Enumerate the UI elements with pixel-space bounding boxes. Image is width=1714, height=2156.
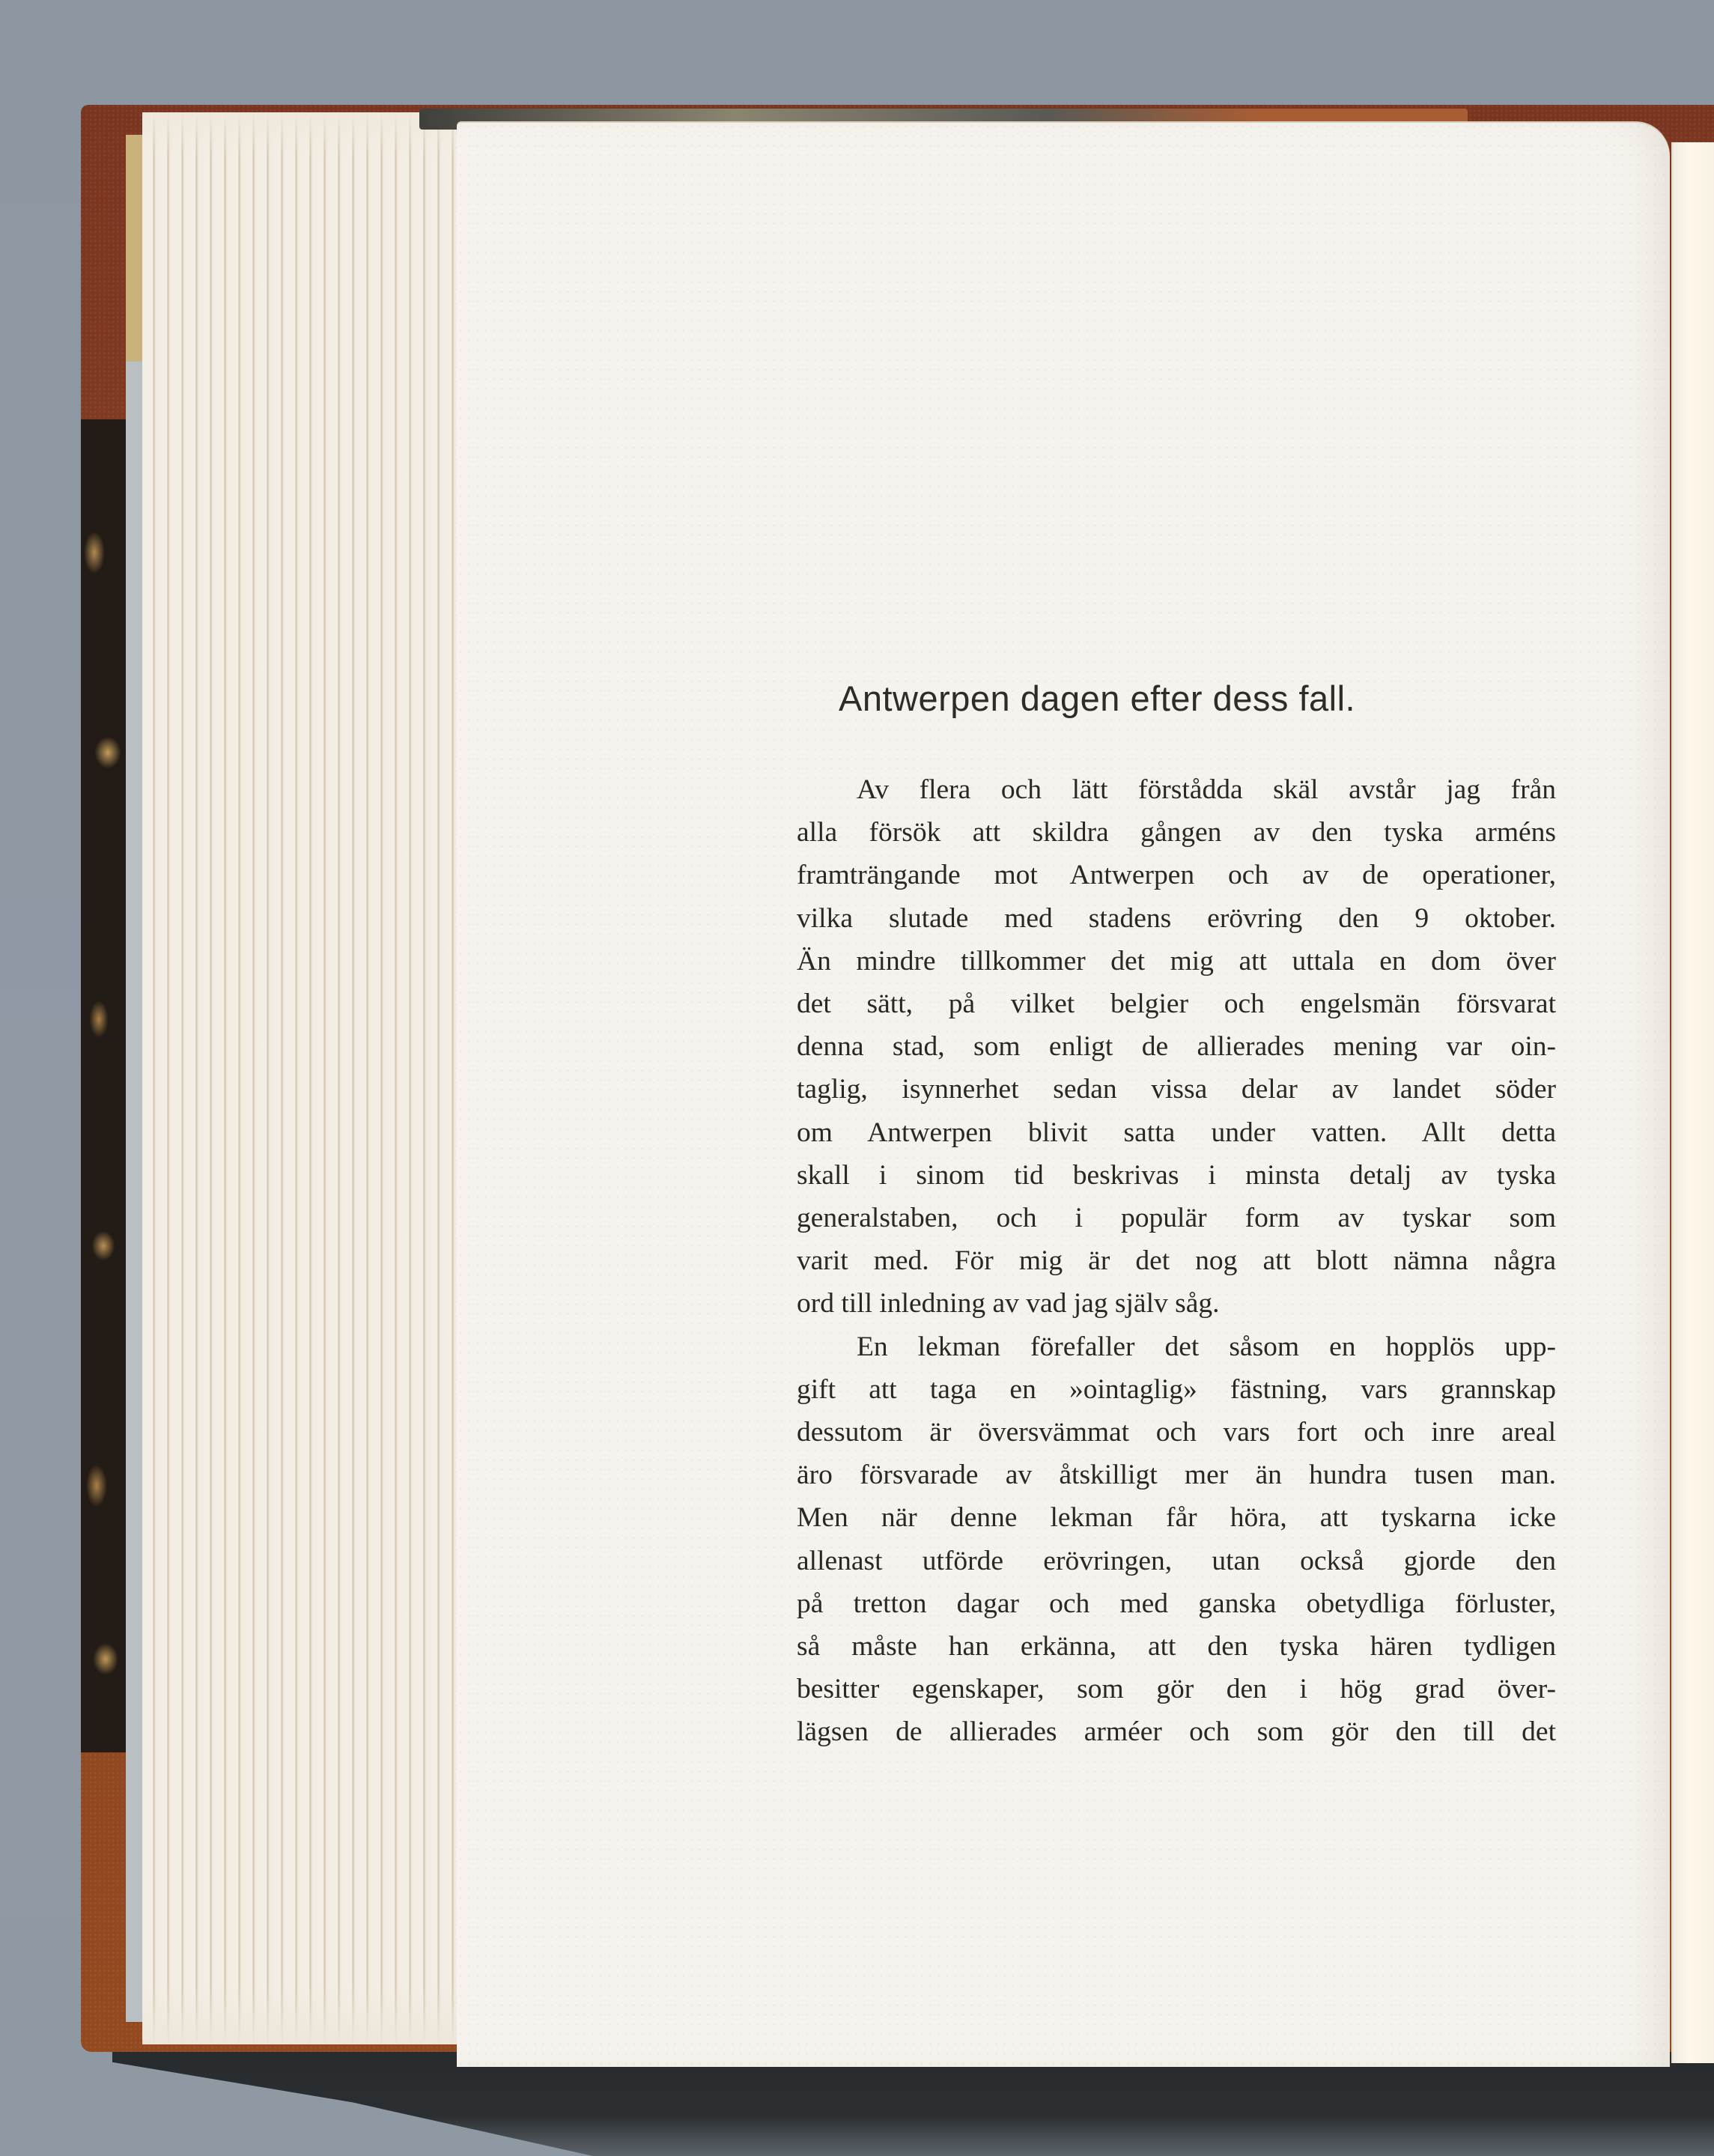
text-line: alla försök att skildra gången av den tyska arméns bbox=[797, 817, 1556, 848]
text-line: skall i sinom tid beskrivas i minsta detalj av tyska bbox=[797, 1159, 1556, 1191]
paragraph-2 bbox=[797, 1326, 1556, 1754]
page-stack-edges bbox=[142, 112, 472, 2044]
text-line: besitter egenskaper, som gör den i hög grad över- bbox=[797, 1674, 1556, 1705]
text-line: framträngande mot Antwerpen och av de operationer, bbox=[797, 860, 1556, 891]
text-line: En lekman förefaller det såsom en hopplös upp- bbox=[857, 1331, 1556, 1362]
endpaper-edge bbox=[126, 135, 142, 2022]
text-line: äro försvarade av åtskilligt mer än hundra tusen man. bbox=[797, 1460, 1556, 1491]
marbled-board-edge bbox=[81, 419, 126, 1752]
text-line: Av flera och lätt förstådda skäl avstår jag från bbox=[857, 774, 1556, 805]
text-line: Än mindre tillkommer det mig att uttala en dom över bbox=[797, 945, 1556, 977]
text-line: gift att taga en »ointaglig» fästning, vars grannskap bbox=[797, 1373, 1556, 1405]
text-line: taglig, isynnerhet sedan vissa delar av landet söder bbox=[797, 1074, 1556, 1105]
text-line: ord till inledning av vad jag själv såg. bbox=[797, 1288, 1220, 1320]
text-line: denna stad, som enligt de allierades mening var oin- bbox=[797, 1031, 1556, 1063]
text-line: varit med. För mig är det nog att blott nämna några bbox=[797, 1245, 1556, 1277]
text-line: generalstaben, och i populär form av tyskar som bbox=[797, 1203, 1556, 1234]
text-line: på tretton dagar och med ganska obetydliga förluster, bbox=[797, 1588, 1556, 1619]
paragraph-1 bbox=[797, 768, 1556, 1326]
body-text bbox=[797, 768, 1556, 1754]
text-line: Men när denne lekman får höra, att tyskarna icke bbox=[797, 1502, 1556, 1534]
text-line: allenast utförde erövringen, utan också gjorde den bbox=[797, 1545, 1556, 1576]
text-line: dessutom är översvämmat och vars fort och inre areal bbox=[797, 1417, 1556, 1448]
text-line: vilka slutade med stadens erövring den 9 oktober. bbox=[797, 902, 1556, 934]
text-line: lägsen de allierades arméer och som gör den till det bbox=[797, 1716, 1556, 1748]
facing-page-edge bbox=[1671, 142, 1714, 2063]
text-line: det sätt, på vilket belgier och engelsmän försvarat bbox=[797, 989, 1556, 1020]
text-line: om Antwerpen blivit satta under vatten. Allt detta bbox=[797, 1117, 1556, 1148]
chapter-title: Antwerpen dagen efter dess fall. bbox=[839, 678, 1356, 718]
text-line: så måste han erkänna, att den tyska hären tydligen bbox=[797, 1631, 1556, 1662]
